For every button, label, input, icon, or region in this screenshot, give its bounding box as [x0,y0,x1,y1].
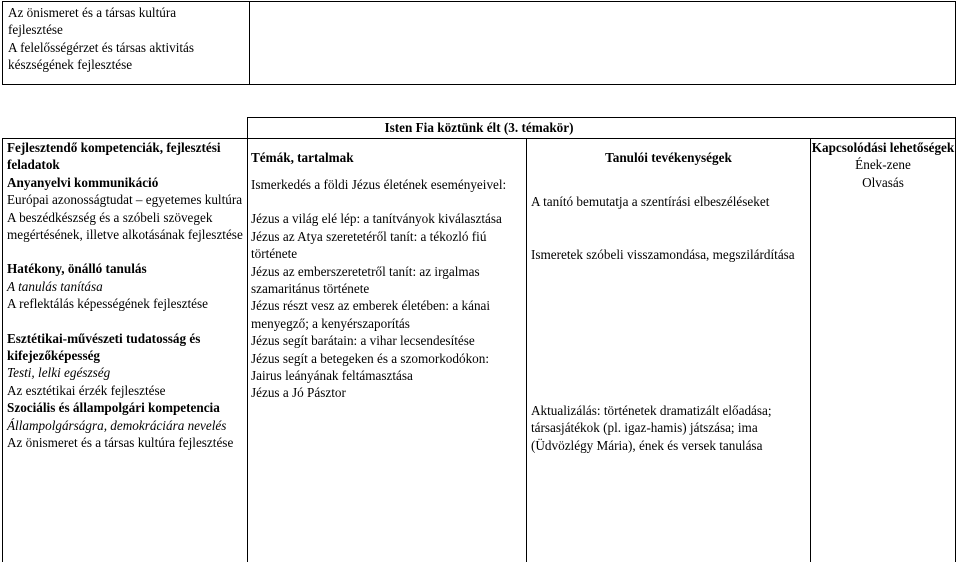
topics-intro: Ismerkedés a földi Jézus életének eseményeivel: [251,177,507,192]
topics-column [251,149,523,166]
table-border-left [2,138,3,562]
top-table-fragment [2,1,956,85]
group-title: Szociális és állampolgári kompetencia [7,400,220,416]
activity-3: Aktualizálás: történetek dramatizált előadása; társasjátékok (pl. igaz-hamis) játszása; ima (Üdvözlégy Mária), ének és versek tanulása [531,403,772,453]
group-item: A beszédkészség és a szóbeli szövegek megértésének, illetve alkotásának fejlesztése [7,209,243,243]
activities-header: Tanulói tevékenységek [605,150,732,165]
activity-1: A tanító bemutatja a szentírási elbeszéléseket [531,194,770,209]
table-border-right [955,117,956,562]
column-divider-3 [810,138,811,562]
group-subtitle: Állampolgárságra, demokráciára nevelés [7,417,227,433]
column-divider [249,2,250,84]
top-line: Az önismeret és a társas kultúra [8,5,177,20]
topic-item: Jézus részt vesz az emberek életében: a kánai menyegző; a kenyérszaporítás [251,298,491,331]
group-item: Az önismeret és a társas kultúra fejlesztése [7,435,234,451]
activities-header-cell [527,149,810,166]
section-title: Isten Fia köztünk élt (3. témakör) [384,120,574,135]
top-line: fejlesztése [8,22,63,38]
topic-item: Jézus a világ elé lép: a tanítványok kiválasztása [251,211,502,227]
connection-item: Olvasás [862,174,904,190]
topic-item: Jézus az Atya szeretetéről tanít: a tékozló fiú története [251,228,487,262]
spacer [7,243,243,260]
connections-column [811,139,955,191]
activity-2: Ismeretek szóbeli visszamondása, megszilárdítása [531,247,795,262]
group-title: Hatékony, önálló tanulás [7,261,147,277]
topics-header: Témák, tartalmak [251,150,354,165]
topics-content [251,176,523,402]
group-title: Esztétikai-művészeti tudatosság és kifejezőképesség [7,330,201,364]
top-cell-text [8,4,244,74]
spacer [7,313,243,330]
curriculum-table [2,117,956,562]
group-subtitle: A tanulás tanítása [7,278,103,294]
topic-item: Jézus a Jó Pásztor [251,385,346,401]
column-divider-1 [247,117,248,562]
top-line: A felelősségérzet és társas aktivitás [8,39,195,55]
table-border-top [247,117,956,118]
group-title: Anyanyelvi kommunikáció [7,174,159,190]
competencies-header: Fejlesztendő kompetenciák, fejlesztési feladatok [7,140,221,173]
group-item: A reflektálás képességének fejlesztése [7,296,209,312]
top-line: készségének fejlesztése [8,57,133,73]
connection-item: Ének-zene [855,157,911,173]
group-subtitle: Testi, lelki egészség [7,365,111,381]
topic-item: Jézus segít barátain: a vihar lecsendesítése [251,333,475,349]
group-item: Európai azonosságtudat – egyetemes kultúra [7,192,243,208]
group-item: Az esztétikai érzék fejlesztése [7,382,166,398]
topic-item: Jézus segít a betegeken és a szomorkodókon: Jairus leányának feltámasztása [251,350,490,384]
connections-header: Kapcsolódási lehetőségek [811,140,955,155]
topic-item: Jézus az emberszeretetről tanít: az irgalmas szamaritánus története [251,263,480,297]
spacer [251,193,523,210]
competencies-column [7,139,243,452]
column-divider-2 [526,138,527,562]
